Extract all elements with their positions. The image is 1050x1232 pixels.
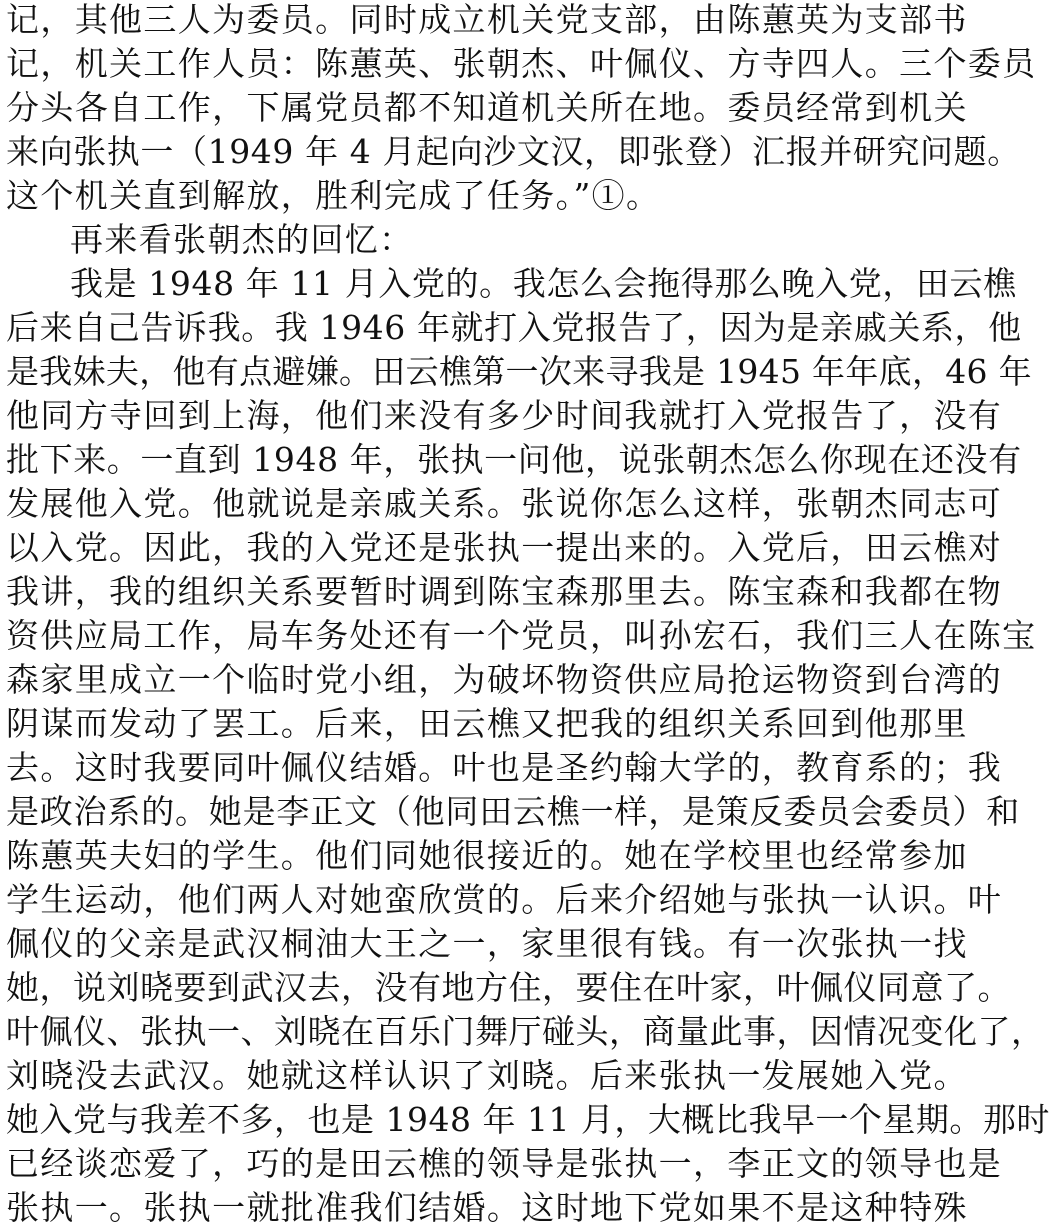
text-line: 我讲，我的组织关系要暂时调到陈宝森那里去。陈宝森和我都在物 [6, 572, 1003, 611]
text-line: 她，说刘晓要到武汉去，没有地方住，要住在叶家，叶佩仪同意了。 [6, 968, 1011, 1007]
text-line: 佩仪的父亲是武汉桐油大王之一，家里很有钱。有一次张执一找 [6, 924, 968, 963]
text-line: 他同方寺回到上海，他们来没有多少时间我就打入党报告了，没有 [6, 396, 1003, 435]
text-line: 后来自己告诉我。我 1946 年就打入党报告了，因为是亲戚关系，他 [6, 308, 1022, 347]
text-line: 记，其他三人为委员。同时成立机关党支部，由陈蕙英为支部书 [6, 0, 968, 39]
text-line: 阴谋而发动了罢工。后来，田云樵又把我的组织关系回到他那里 [6, 704, 968, 743]
text-line: 发展他入党。他就说是亲戚关系。张说你怎么这样，张朝杰同志可 [6, 484, 1003, 523]
text-line: 她入党与我差不多，也是 1948 年 11 月，大概比我早一个星期。那时 [6, 1100, 1050, 1139]
text-line: 是我妹夫，他有点避嫌。田云樵第一次来寻我是 1945 年年底，46 年 [6, 352, 1032, 391]
text-line: 刘晓没去武汉。她就这样认识了刘晓。后来张执一发展她入党。 [6, 1056, 968, 1095]
text-line: 这个机关直到解放，胜利完成了任务。”①。 [6, 176, 661, 215]
text-line: 陈蕙英夫妇的学生。他们同她很接近的。她在学校里也经常参加 [6, 836, 968, 875]
text-line: 森家里成立一个临时党小组，为破坏物资供应局抢运物资到台湾的 [6, 660, 1003, 699]
text-line: 学生运动，他们两人对她蛮欣赏的。后来介绍她与张执一认识。叶 [6, 880, 1003, 919]
text-line: 来向张执一（1949 年 4 月起向沙文汉，即张登）汇报并研究问题。 [6, 132, 1021, 171]
text-line: 以入党。因此，我的入党还是张执一提出来的。入党后，田云樵对 [6, 528, 1003, 567]
text-line: 已经谈恋爱了，巧的是田云樵的领导是张执一，李正文的领导也是 [6, 1144, 1003, 1183]
text-line: 批下来。一直到 1948 年，张执一问他，说张朝杰怎么你现在还没有 [6, 440, 1022, 479]
text-line: 资供应局工作，局车务处还有一个党员，叫孙宏石，我们三人在陈宝 [6, 616, 1037, 655]
text-line: 记，机关工作人员：陈蕙英、张朝杰、叶佩仪、方寺四人。三个委员 [6, 44, 1037, 83]
text-line: 我是 1948 年 11 月入党的。我怎么会拖得那么晚入党，田云樵 [70, 264, 1017, 303]
text-line: 张执一。张执一就批准我们结婚。这时地下党如果不是这种特殊 [6, 1188, 968, 1227]
text-line: 分头各自工作，下属党员都不知道机关所在地。委员经常到机关 [6, 88, 968, 127]
text-line: 再来看张朝杰的回忆： [70, 220, 414, 259]
text-line: 叶佩仪、张执一、刘晓在百乐门舞厅碰头，商量此事，因情况变化了， [6, 1012, 1045, 1051]
text-line: 是政治系的。她是李正文（他同田云樵一样，是策反委员会委员）和 [6, 792, 1020, 831]
text-line: 去。这时我要同叶佩仪结婚。叶也是圣约翰大学的，教育系的；我 [6, 748, 1003, 787]
